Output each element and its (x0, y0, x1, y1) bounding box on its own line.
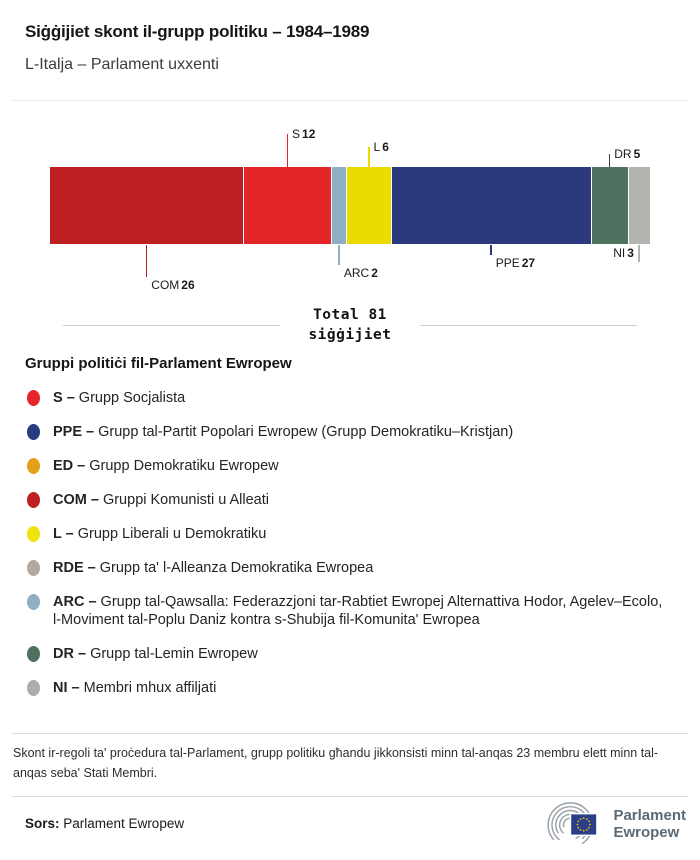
footnote-divider-top (12, 733, 688, 734)
leader-line-dr (609, 154, 611, 167)
bar-label-s: S 12 (292, 127, 316, 141)
ep-logo-text (613, 807, 686, 841)
legend-label-ed: ED – Grupp Demokratiku Ewropew (53, 458, 279, 474)
total-rule-right (420, 325, 637, 326)
legend-item-com (27, 491, 675, 509)
leader-line-com (146, 245, 148, 277)
legend-dot-ni (27, 680, 40, 696)
infographic-page (0, 22, 700, 849)
legend-dot-rde (27, 560, 40, 576)
legend-label-ni: NI – Membri mhux affiljati (53, 680, 217, 696)
legend-dot-arc (27, 594, 40, 610)
bar-label-l: L 6 (373, 140, 389, 154)
bar-segment-arc (331, 167, 346, 244)
legend-item-l (27, 525, 675, 543)
footnote-divider-bottom (12, 796, 688, 797)
legend-label-l: L – Grupp Liberali u Demokratiku (53, 526, 267, 542)
legend-list (27, 389, 675, 697)
legend-item-ed (27, 457, 675, 475)
legend-label-s: S – Grupp Socjalista (53, 390, 186, 406)
page-title: Siġġijiet skont il-grupp politiku – 1984–1989 (25, 22, 370, 41)
footnote: Skont ir-regoli ta' proċedura tal-Parlament, grupp politiku għandu jikkonsisti minn tal-anqas 23 membru elett minn tal-anqas seba' Stati Membri. (13, 746, 659, 780)
legend-item-arc (27, 593, 675, 629)
page-subtitle: L-Italja – Parlament uxxenti (25, 56, 219, 73)
leader-line-l (368, 147, 370, 167)
bar-segment-dr (591, 167, 628, 244)
bar-label-ppe: PPE 27 (495, 256, 536, 270)
source-label: Sors: (25, 816, 60, 831)
source-value: Parlament Ewropew (63, 816, 185, 831)
header-divider (12, 100, 688, 101)
legend-dot-ppe (27, 424, 40, 440)
legend-item-dr (27, 645, 675, 663)
legend-label-rde: RDE – Grupp ta' l-Alleanza Demokratika Ewropea (53, 560, 374, 576)
bar-segment-s (243, 167, 332, 244)
ep-logo (546, 799, 686, 849)
ep-logo-line2: Ewropew (613, 823, 680, 841)
leader-line-arc (338, 245, 340, 265)
bar-label-ni: NI 3 (613, 246, 634, 260)
legend-dot-com (27, 492, 40, 508)
leader-line-ni (638, 245, 640, 262)
bar-label-dr: DR 5 (614, 147, 641, 161)
legend-item-rde (27, 559, 675, 577)
bar-segment-ni (628, 167, 650, 244)
seats-chart (50, 127, 650, 293)
source-line (25, 816, 184, 831)
ep-logo-line1: Parlament (613, 806, 686, 824)
total-label-line2: siġġijiet (308, 327, 392, 343)
bar-segment-l (346, 167, 390, 244)
total-rule-left (63, 325, 280, 326)
total-row (0, 305, 700, 345)
legend-dot-s (27, 390, 40, 406)
bottom-row (25, 799, 686, 849)
leader-line-ppe (490, 245, 492, 255)
total-label (308, 305, 391, 345)
legend-dot-dr (27, 646, 40, 662)
ep-hemicycle-flag-icon (546, 799, 606, 849)
legend-dot-l (27, 526, 40, 542)
total-label-line1: Total 81 (313, 307, 387, 323)
legend-label-ppe: PPE – Grupp tal-Partit Popolari Ewropew (Grupp Demokratiku–Kristjan) (53, 424, 514, 440)
legend-dot-ed (27, 458, 40, 474)
bar-segment-ppe (391, 167, 591, 244)
stacked-bar (50, 167, 650, 244)
bar-segment-com (50, 167, 243, 244)
legend-item-ni (27, 679, 675, 697)
leader-line-s (287, 134, 289, 167)
legend-label-arc: ARC – Grupp tal-Qawsalla: Federazzjoni tar-Rabtiet Ewropej Alternattiva Hodor, Agelev–Ecolo, l-Moviment tal-Poplu Daniz kontra s-Shubija fil-Komunita' Ewropea (53, 594, 663, 628)
legend-heading: Gruppi politiċi fil-Parlament Ewropew (25, 355, 292, 372)
legend-label-dr: DR – Grupp tal-Lemin Ewropew (53, 646, 258, 662)
legend-item-ppe (27, 423, 675, 441)
bar-label-com: COM 26 (151, 278, 195, 292)
legend-label-com: COM – Gruppi Komunisti u Alleati (53, 492, 269, 508)
bar-label-arc: ARC 2 (343, 266, 378, 280)
legend-item-s (27, 389, 675, 407)
